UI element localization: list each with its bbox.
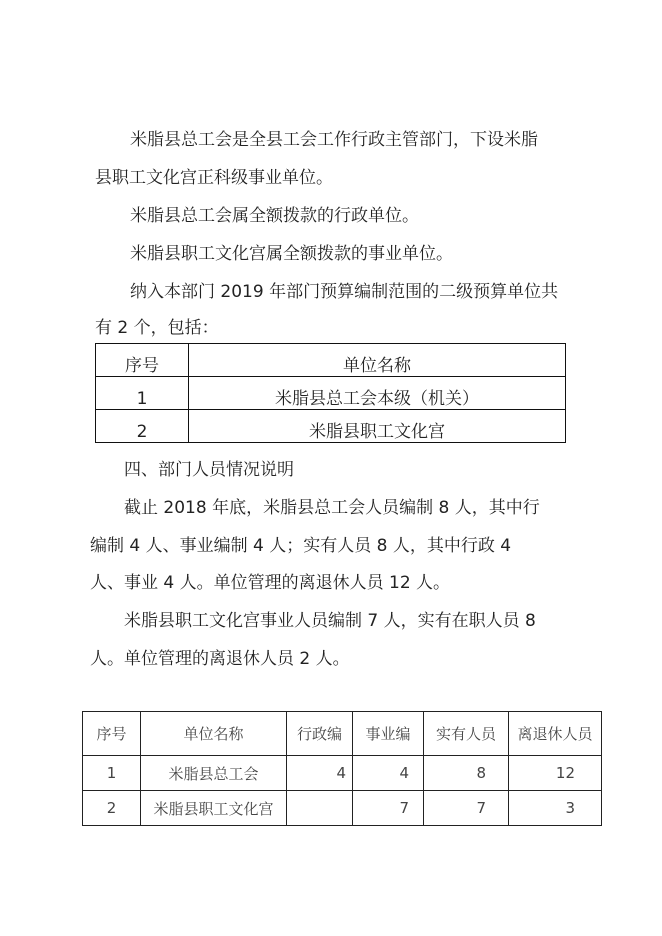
header-cell: 序号 xyxy=(83,712,141,756)
header-cell: 单位名称 xyxy=(189,344,566,377)
staff-table xyxy=(82,711,602,826)
cell: 8 xyxy=(424,756,509,791)
header-cell: 单位名称 xyxy=(141,712,287,756)
paragraph-line: 截止 2018 年底，米脂县总工会人员编制 8 人，其中行 xyxy=(124,498,540,518)
cell: 米脂县总工会 xyxy=(141,756,287,791)
header-cell: 实有人员 xyxy=(424,712,509,756)
cell: 12 xyxy=(509,756,602,791)
table-header-row xyxy=(96,344,566,377)
cell: 1 xyxy=(96,377,189,410)
cell: 2 xyxy=(96,410,189,443)
header-cell: 离退休人员 xyxy=(509,712,602,756)
cell: 7 xyxy=(424,791,509,826)
paragraph-line: 编制 4 人、事业编制 4 人；实有人员 8 人，其中行政 4 xyxy=(90,536,512,556)
paragraph-line: 米脂县职工文化宫事业人员编制 7 人，实有在职人员 8 xyxy=(124,611,536,631)
cell: 米脂县职工文化宫 xyxy=(141,791,287,826)
paragraph-line: 纳入本部门 2019 年部门预算编制范围的二级预算单位共 xyxy=(130,282,559,302)
paragraph-line: 米脂县总工会是全县工会工作行政主管部门，下设米脂 xyxy=(130,130,538,150)
cell: 4 xyxy=(353,756,424,791)
table-row xyxy=(83,756,602,791)
paragraph-line: 县职工文化宫正科级事业单位。 xyxy=(95,168,333,188)
cell xyxy=(287,791,353,826)
paragraph-line: 人、事业 4 人。单位管理的离退休人员 12 人。 xyxy=(90,573,451,593)
section-heading: 四、部门人员情况说明 xyxy=(124,460,294,480)
paragraph-line: 米脂县总工会属全额拨款的行政单位。 xyxy=(130,206,419,226)
table-row xyxy=(83,791,602,826)
paragraph-line: 米脂县职工文化宫属全额拨款的事业单位。 xyxy=(130,244,453,264)
header-cell: 行政编 xyxy=(287,712,353,756)
cell: 4 xyxy=(287,756,353,791)
cell: 7 xyxy=(353,791,424,826)
cell: 2 xyxy=(83,791,141,826)
budget-units-table xyxy=(95,343,566,443)
cell: 1 xyxy=(83,756,141,791)
header-cell: 事业编 xyxy=(353,712,424,756)
cell: 米脂县职工文化宫 xyxy=(189,410,566,443)
cell: 米脂县总工会本级（机关） xyxy=(189,377,566,410)
header-cell: 序号 xyxy=(96,344,189,377)
table-header-row xyxy=(83,712,602,756)
paragraph-line: 有 2 个，包括： xyxy=(95,318,219,338)
cell: 3 xyxy=(509,791,602,826)
paragraph-line: 人。单位管理的离退休人员 2 人。 xyxy=(90,649,350,669)
table-row xyxy=(96,377,566,410)
table-row xyxy=(96,410,566,443)
